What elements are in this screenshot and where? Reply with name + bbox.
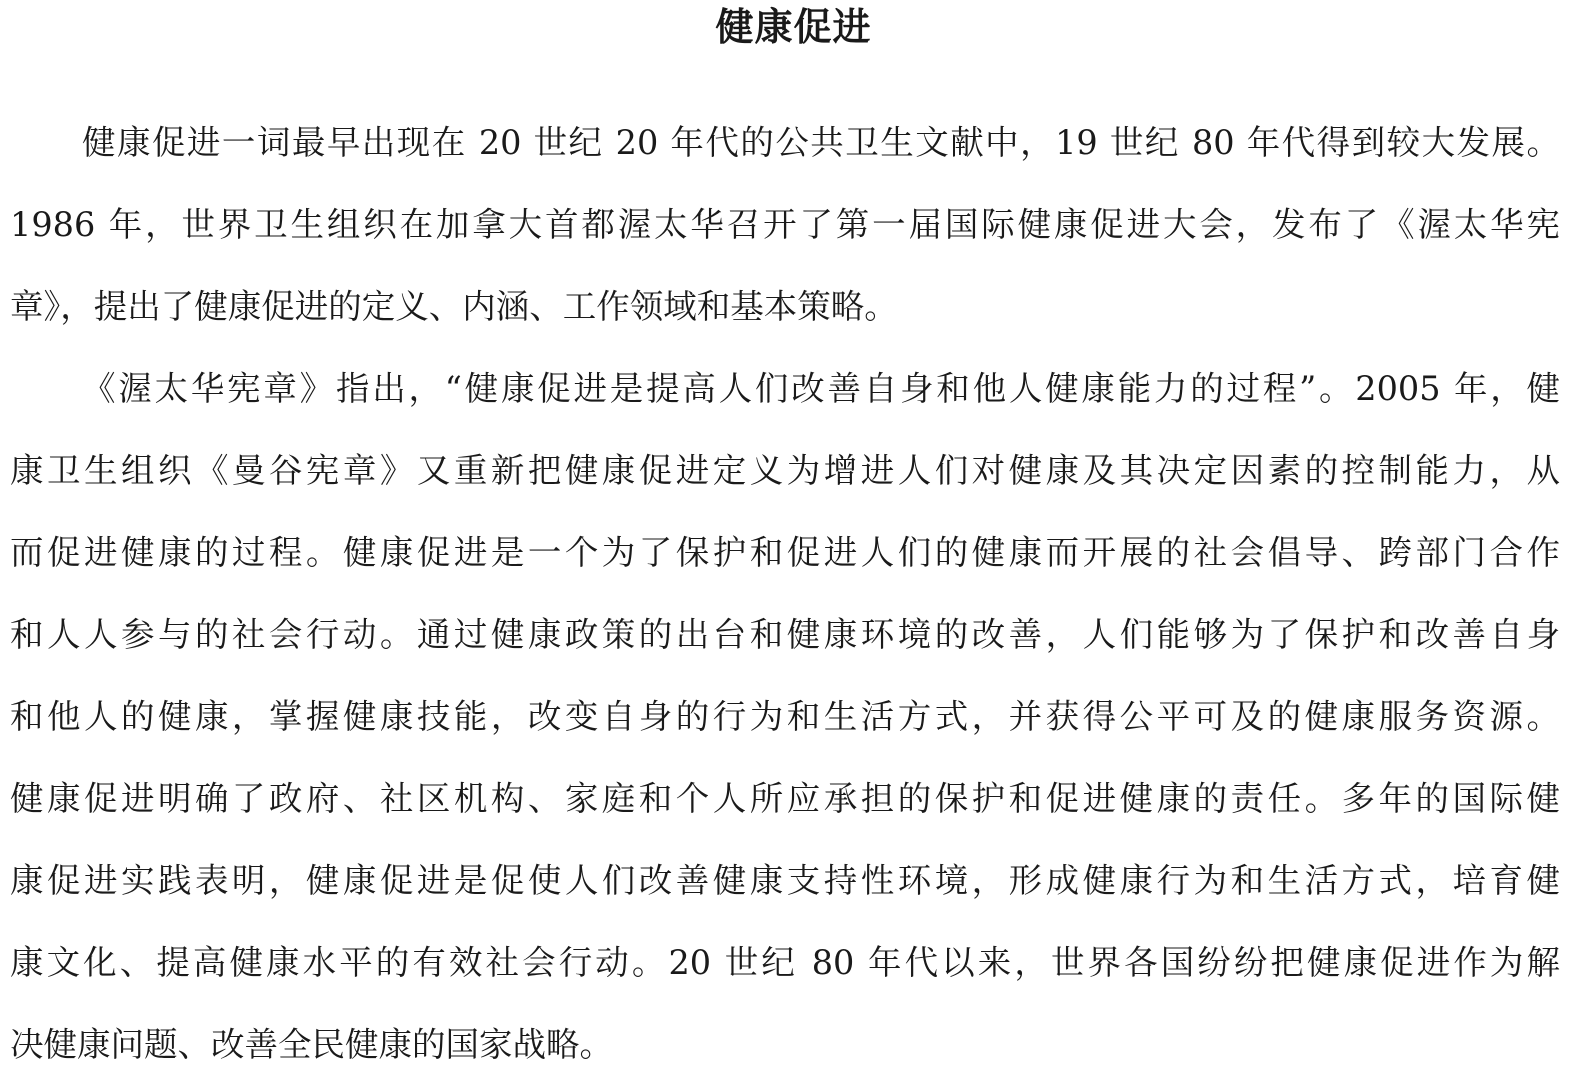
paragraph-2-line-4: 和人人参与的社会行动。通过健康政策的出台和健康环境的改善，人们能够为了保护和改善自身 [10,615,1560,654]
paragraph-1-line-1: 健康促进一词最早出现在 20 世纪 20 年代的公共卫生文献中，19 世纪 80 年代得到较大发展。 [82,123,1560,162]
paragraph-2-line-6: 健康促进明确了政府、社区机构、家庭和个人所应承担的保护和促进健康的责任。多年的国际健 [10,779,1560,818]
paragraph-2-line-5: 和他人的健康，掌握健康技能，改变自身的行为和生活方式，并获得公平可及的健康服务资源。 [10,697,1560,736]
paragraph-1-line-2: 1986 年，世界卫生组织在加拿大首都渥太华召开了第一届国际健康促进大会，发布了《渥太华宪 [10,205,1560,244]
paragraph-2-line-1: 《渥太华宪章》指出，“健康促进是提高人们改善自身和他人健康能力的过程”。2005 年，健 [82,369,1560,408]
paragraph-2-line-2: 康卫生组织《曼谷宪章》又重新把健康促进定义为增进人们对健康及其决定因素的控制能力，从 [10,451,1560,490]
paragraph-2-line-7: 康促进实践表明，健康促进是促使人们改善健康支持性环境，形成健康行为和生活方式，培育健 [10,861,1560,900]
document-title: 健康促进 [715,5,872,49]
paragraph-1-line-3: 章》，提出了健康促进的定义、内涵、工作领域和基本策略。 [10,287,898,326]
paragraph-2-line-8: 康文化、提高健康水平的有效社会行动。20 世纪 80 年代以来，世界各国纷纷把健康促进作为解 [10,943,1560,982]
paragraph-2-line-9: 决健康问题、改善全民健康的国家战略。 [10,1025,613,1064]
paragraph-2-line-3: 而促进健康的过程。健康促进是一个为了保护和促进人们的健康而开展的社会倡导、跨部门合作 [10,533,1560,572]
